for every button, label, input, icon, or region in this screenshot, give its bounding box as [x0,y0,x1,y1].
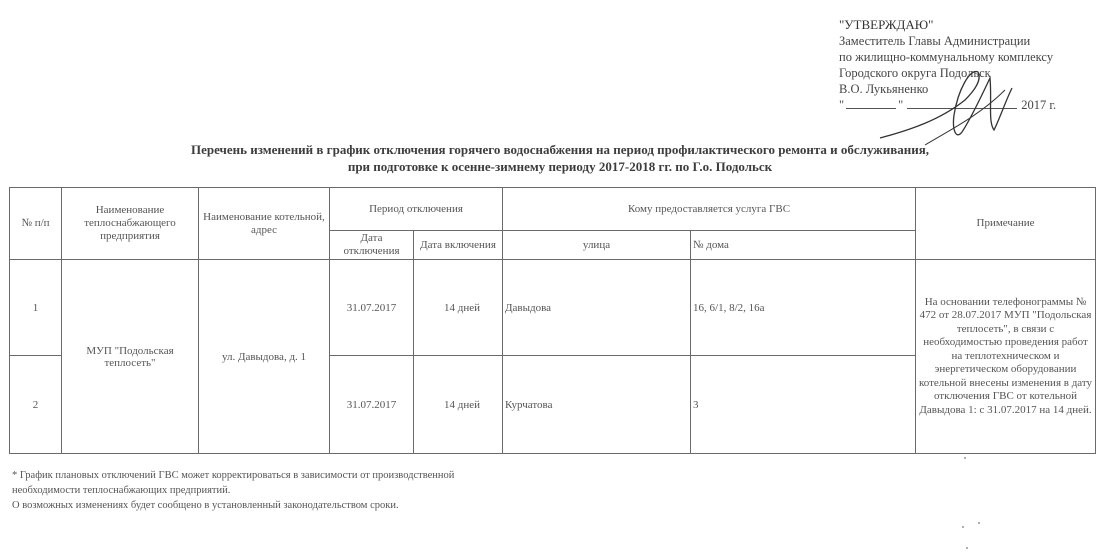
header-on-date: Дата включения [414,231,503,260]
date-quote-open: " [839,98,845,112]
house-numbers: 3 [691,356,916,454]
approval-block [839,17,1094,113]
date-month-blank [907,108,1017,109]
footnote [12,468,572,513]
header-boiler: Наименование котельной, адрес [199,188,330,260]
on-date: 14 дней [414,356,503,454]
scan-speck [964,457,966,459]
approval-date-line [839,97,1094,113]
footnote-line-2: необходимости теплоснабжающих предприятий. [12,485,231,496]
title-line-1: Перечень изменений в график отключения горячего водоснабжения на период профилактического ремонта и обслуживания, [191,142,929,157]
footnote-line-3: О возможных изменениях будет сообщено в установленный законодательством сроки. [12,500,399,511]
footnote-line-1: * График плановых отключений ГВС может корректироваться в зависимости от производственной [12,470,455,481]
off-date: 31.07.2017 [330,356,414,454]
off-date: 31.07.2017 [330,260,414,356]
approval-heading: "УТВЕРЖДАЮ" [839,17,934,32]
date-year: 2017 г. [1021,98,1057,112]
row-number: 2 [10,356,62,454]
header-house: № дома [691,231,916,260]
scan-speck [962,526,964,528]
row-number: 1 [10,260,62,356]
note-text: На основании телефонограммы № 472 от 28.07.2017 МУП "Подольская теплосеть", в связи с необходимостью проведения работ на теплотехническом и энергетическом оборудовании котельной внесены изменения в дату отключения ГВС от котельной Давыдова 1: с 31.07.2017 на 14 дней. [916,260,1096,454]
on-date: 14 дней [414,260,503,356]
table-row [10,260,1096,356]
scan-speck [966,547,968,549]
approval-position: Заместитель Главы Администрации [839,34,1031,48]
scan-speck [978,522,980,524]
header-period: Период отключения [330,188,503,231]
street: Курчатова [503,356,691,454]
approval-district: Городского округа Подольск [839,66,991,80]
approval-department: по жилищно-коммунальному комплексу [839,50,1054,64]
date-day-blank [846,108,896,109]
document-title [110,141,1010,175]
header-service: Кому предоставляется услуга ГВС [503,188,916,231]
header-enterprise: Наименование теплоснабжающего предприятия [62,188,199,260]
title-line-2: при подготовке к осенне-зимнему периоду 2017-2018 гг. по Г.о. Подольск [347,159,773,174]
schedule-table [9,187,1096,454]
house-numbers: 16, 6/1, 8/2, 16а [691,260,916,356]
enterprise-name: МУП "Подольская теплосеть" [62,260,199,454]
header-number: № п/п [10,188,62,260]
header-note: Примечание [916,188,1096,260]
approval-signer-name: В.О. Лукьяненко [839,82,929,96]
header-street: улица [503,231,691,260]
boiler-address: ул. Давыдова, д. 1 [199,260,330,454]
street: Давыдова [503,260,691,356]
header-off-date: Дата отключения [330,231,414,260]
date-quote-close: " [898,98,904,112]
